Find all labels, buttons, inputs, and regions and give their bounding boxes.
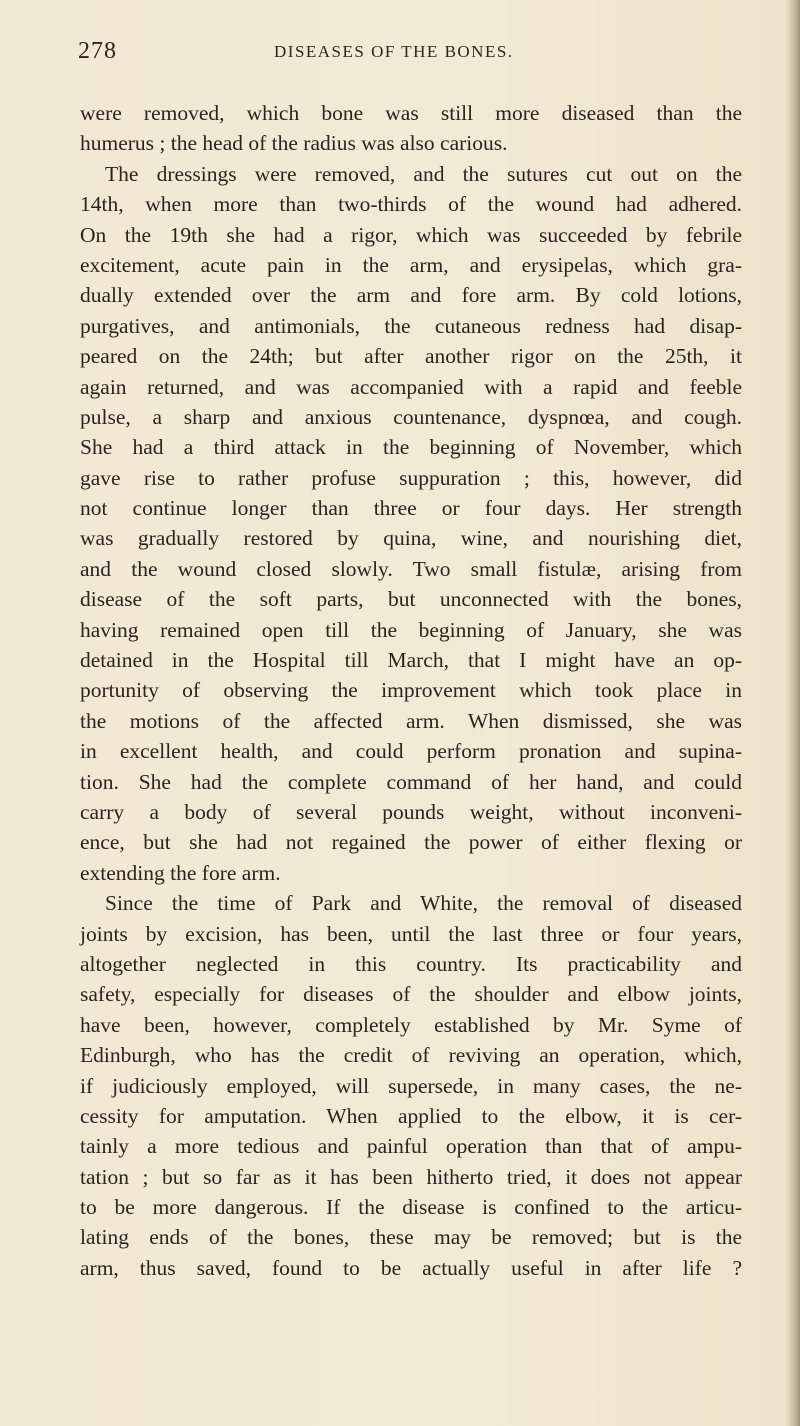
text-line: have been, however, completely established by Mr. Syme of: [80, 1012, 742, 1037]
running-head: DISEASES OF THE BONES.: [274, 42, 514, 61]
text-line: tation ; but so far as it has been hitherto tried, it does not appear: [80, 1164, 742, 1189]
text-line: if judiciously employed, will supersede, in many cases, the ne-: [80, 1073, 742, 1098]
text-line: peared on the 24th; but after another rigor on the 25th, it: [80, 344, 742, 369]
text-line: the motions of the affected arm. When dismissed, she was: [80, 708, 742, 733]
text-line: arm, thus saved, found to be actually useful in after life ?: [80, 1255, 742, 1280]
text-line: extending the fore arm.: [80, 860, 281, 885]
text-line: again returned, and was accompanied with a rapid and feeble: [80, 374, 742, 399]
text-line: Edinburgh, who has the credit of reviving an operation, which,: [80, 1043, 742, 1068]
page-edge-shadow: [786, 0, 800, 1426]
text-line: The dressings were removed, and the sutures cut out on the: [105, 161, 742, 186]
text-line: excitement, acute pain in the arm, and erysipelas, which gra-: [80, 252, 742, 277]
text-line: cessity for amputation. When applied to the elbow, it is cer-: [80, 1103, 742, 1128]
text-line: 14th, when more than two-thirds of the wound had adhered.: [80, 192, 742, 217]
text-line: detained in the Hospital till March, that I might have an op-: [80, 648, 742, 673]
text-line: Since the time of Park and White, the removal of diseased: [105, 891, 742, 916]
text-line: joints by excision, has been, until the last three or four years,: [80, 921, 742, 946]
text-line: purgatives, and antimonials, the cutaneous redness had disap-: [80, 313, 742, 338]
text-line: tion. She had the complete command of her hand, and could: [80, 769, 742, 794]
text-line: She had a third attack in the beginning of November, which: [80, 435, 742, 460]
text-line: disease of the soft parts, but unconnected with the bones,: [80, 587, 742, 612]
text-line: humerus ; the head of the radius was also carious.: [80, 131, 508, 156]
text-line: ence, but she had not regained the power of either flexing or: [80, 830, 742, 855]
text-line: and the wound closed slowly. Two small fistulæ, arising from: [80, 556, 742, 581]
text-line: pulse, a sharp and anxious countenance, dyspnœa, and cough.: [80, 404, 742, 429]
text-line: was gradually restored by quina, wine, and nourishing diet,: [80, 526, 742, 551]
page-number: 278: [78, 38, 117, 64]
text-line: tainly a more tedious and painful operation than that of ampu-: [80, 1134, 742, 1159]
text-line: to be more dangerous. If the disease is confined to the articu-: [80, 1195, 742, 1220]
text-line: safety, especially for diseases of the shoulder and elbow joints,: [80, 982, 742, 1007]
text-line: having remained open till the beginning of January, she was: [80, 617, 742, 642]
text-line: in excellent health, and could perform pronation and supina-: [80, 739, 742, 764]
text-line: not continue longer than three or four days. Her strength: [80, 496, 742, 521]
text-line: portunity of observing the improvement which took place in: [80, 678, 742, 703]
text-line: were removed, which bone was still more diseased than the: [80, 101, 742, 125]
text-line: gave rise to rather profuse suppuration ; this, however, did: [80, 465, 742, 490]
page-header: [78, 38, 738, 68]
text-line: On the 19th she had a rigor, which was succeeded by febrile: [80, 222, 742, 247]
text-line: altogether neglected in this country. Its practicability and: [80, 951, 742, 976]
body-text: [80, 98, 742, 1283]
text-line: dually extended over the arm and fore arm. By cold lotions,: [80, 283, 742, 308]
text-line: lating ends of the bones, these may be removed; but is the: [80, 1225, 742, 1250]
text-line: carry a body of several pounds weight, without inconveni-: [80, 799, 742, 824]
